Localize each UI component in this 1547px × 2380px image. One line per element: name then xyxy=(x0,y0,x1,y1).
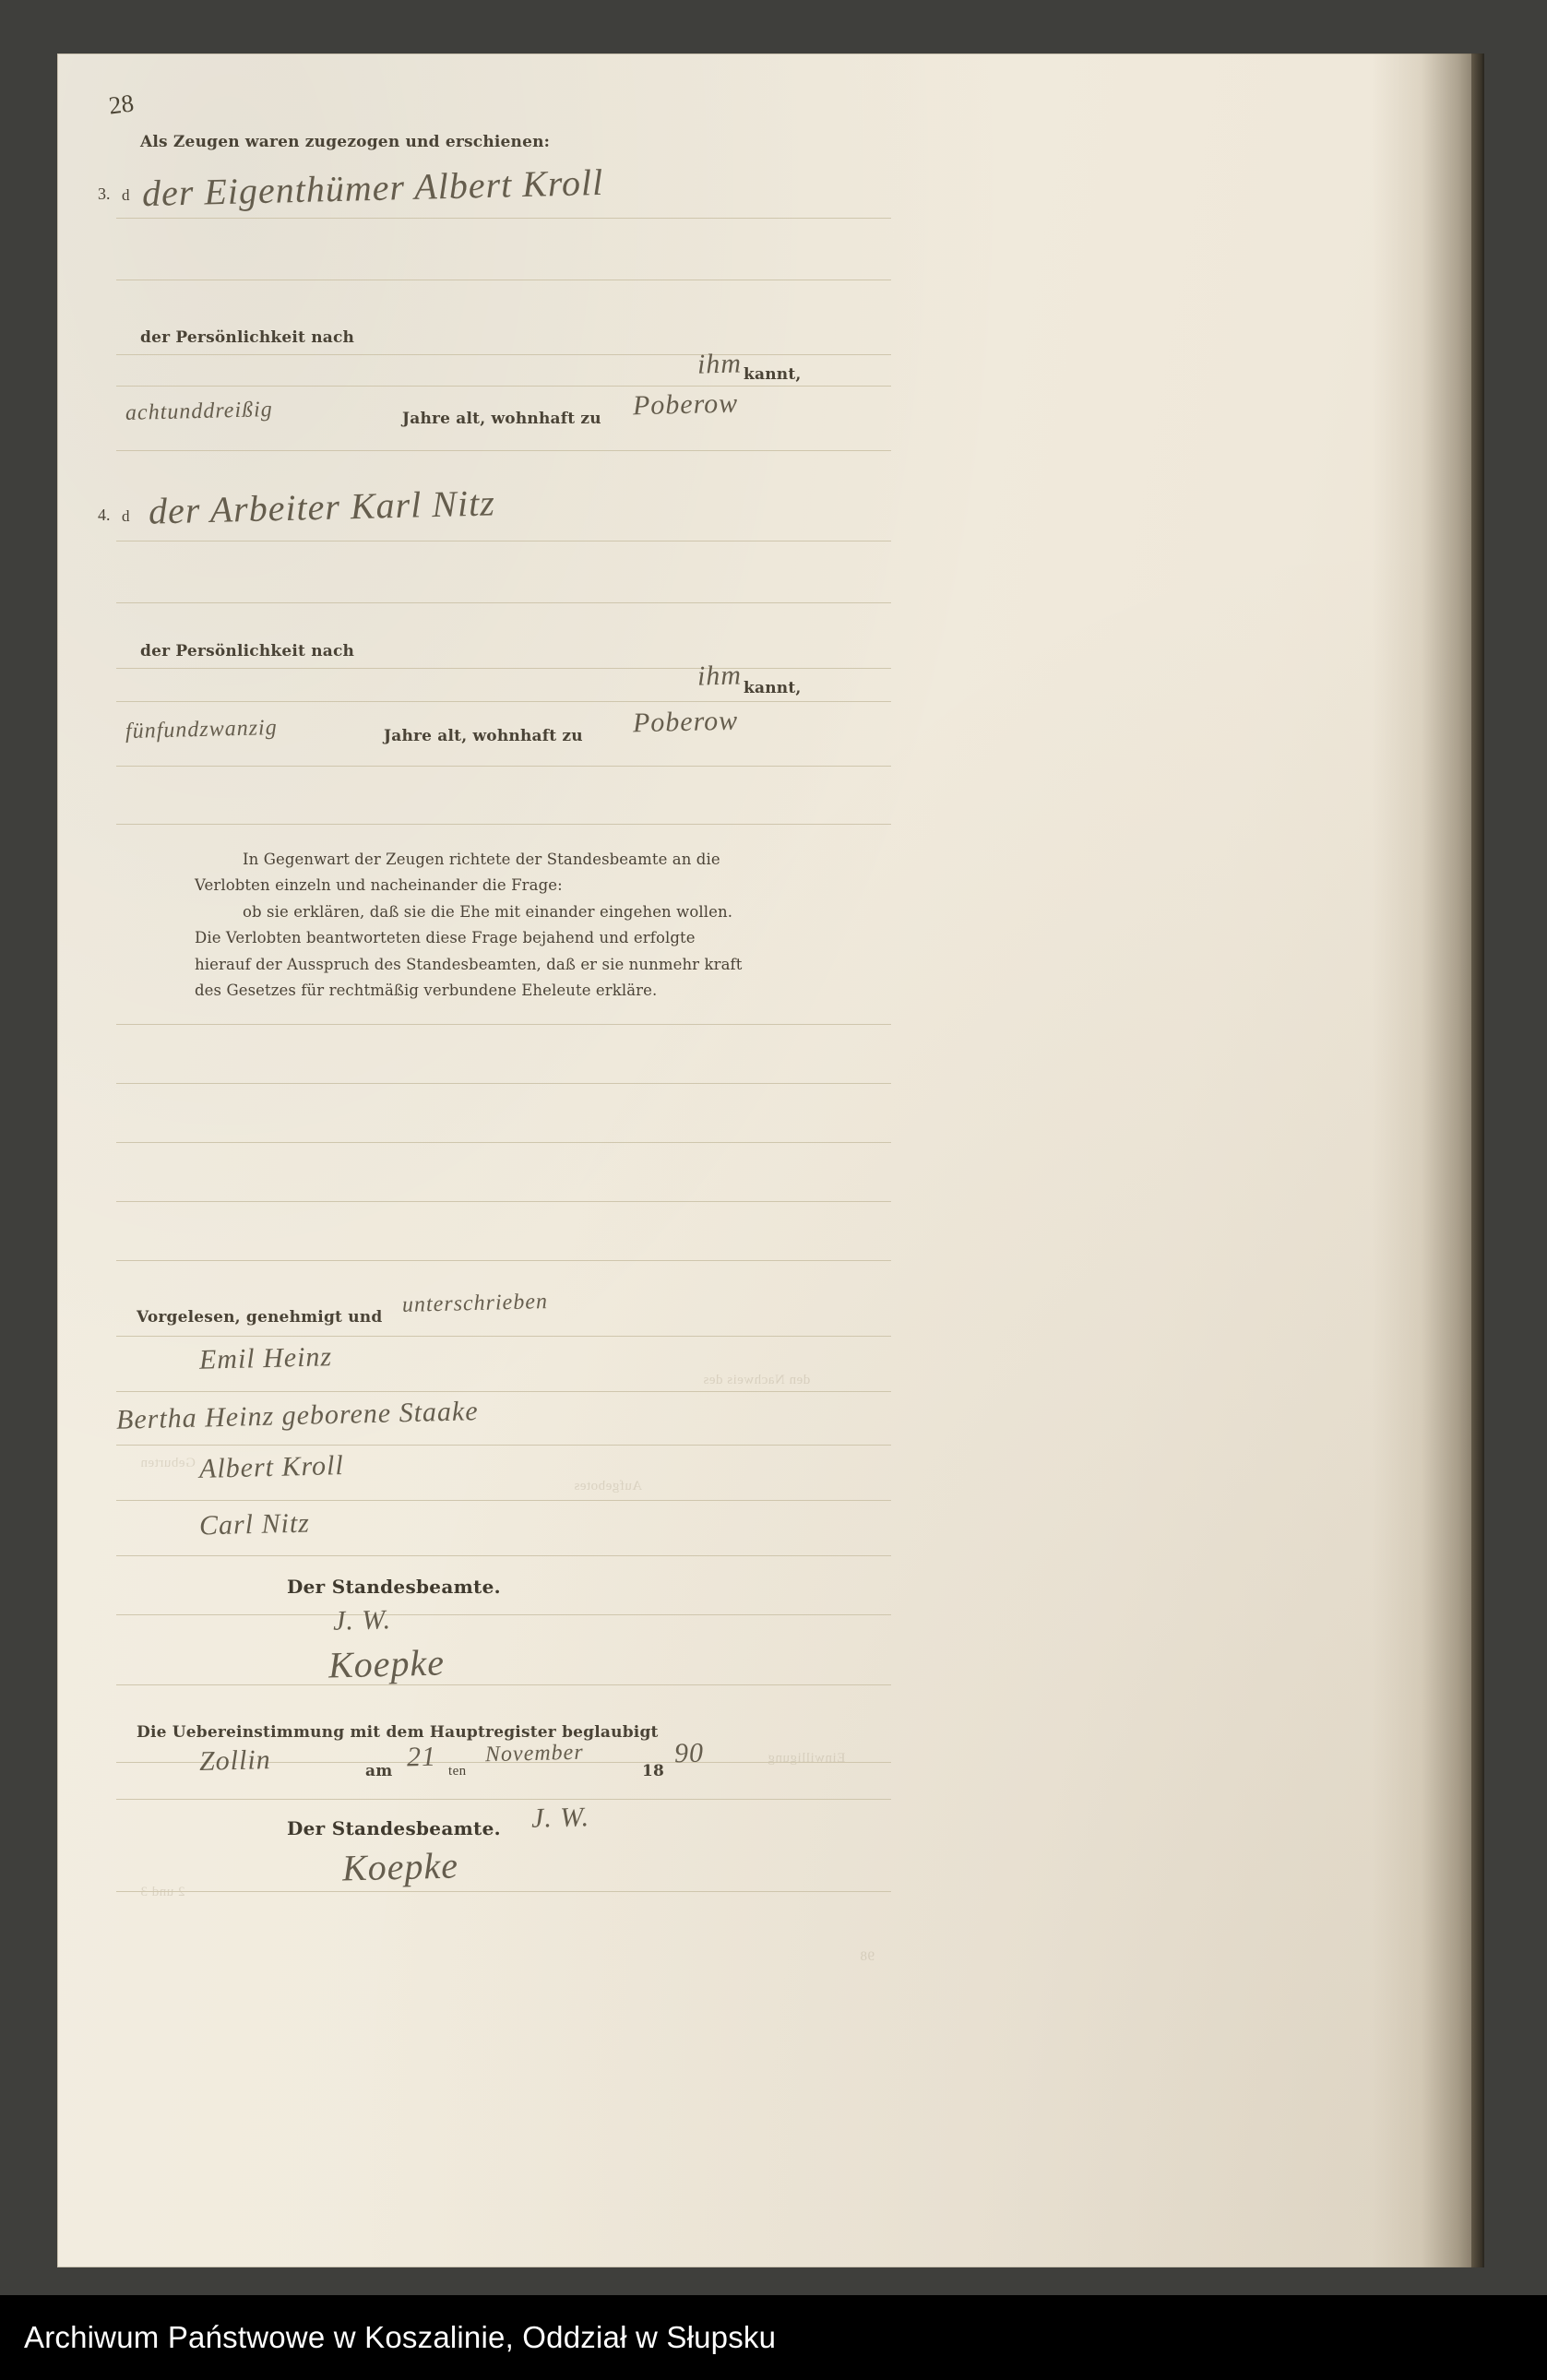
register-form xyxy=(98,81,928,2221)
witness-3-name-handwritten: der Eigenthümer Albert Kroll xyxy=(141,161,604,215)
certification-year-suffix: 90 xyxy=(673,1737,705,1769)
witness-intro-label: Als Zeugen waren zugezogen und erschienen: xyxy=(140,133,551,151)
rule-line xyxy=(116,354,891,355)
closing-label: Vorgelesen, genehmigt und xyxy=(137,1308,383,1327)
rule-line xyxy=(116,1614,891,1615)
witness-4-identity-label: der Persönlichkeit nach xyxy=(140,642,355,660)
rule-line xyxy=(116,1024,891,1025)
rule-line xyxy=(116,1336,891,1337)
rule-line xyxy=(116,602,891,603)
declaration-line: In Gegenwart der Zeugen richtete der Standesbeamte an die xyxy=(243,851,720,868)
witness-3-age-label: Jahre alt, wohnhaft zu xyxy=(402,410,601,428)
scanned-register-page xyxy=(57,54,1482,2267)
rule-line xyxy=(116,668,891,669)
declaration-line: ob sie erklären, daß sie die Ehe mit einander eingehen wollen. xyxy=(243,902,733,921)
registrar-label: Der Standesbeamte. xyxy=(287,1576,501,1598)
bleed-through-text: Einwilligung xyxy=(768,1751,846,1766)
certification-ten-label: ten xyxy=(448,1764,467,1779)
bleed-through-text: 2 und 3 xyxy=(140,1885,185,1899)
witness-4-residence-handwritten: Poberow xyxy=(632,705,739,739)
page-number: 28 xyxy=(107,89,136,120)
certification-am-label: am xyxy=(365,1762,393,1780)
registrar-signature-initials-2: J. W. xyxy=(530,1802,590,1834)
closing-handwritten: unterschrieben xyxy=(401,1290,549,1317)
certification-place: Zollin xyxy=(198,1744,272,1777)
certification-year-prefix: 18 xyxy=(642,1762,665,1780)
signature-1: Emil Heinz xyxy=(198,1341,333,1375)
witness-4-prefix: d xyxy=(122,507,130,525)
witness-3-residence-handwritten: Poberow xyxy=(632,387,739,422)
rule-line xyxy=(116,1260,891,1261)
bleed-through-text: 98 xyxy=(860,1949,875,1964)
witness-4-index: 4. xyxy=(98,506,111,524)
witness-4-name-handwritten: der Arbeiter Karl Nitz xyxy=(148,482,496,532)
rule-line xyxy=(116,1555,891,1556)
registrar-label-2: Der Standesbeamte. xyxy=(287,1817,501,1839)
witness-3-known-handwritten: ihm xyxy=(696,348,743,380)
witness-4-known-label: kannt, xyxy=(744,679,802,697)
signature-3: Albert Kroll xyxy=(198,1450,345,1484)
rule-line xyxy=(116,1891,891,1892)
declaration-paragraph xyxy=(195,847,840,1004)
rule-line xyxy=(116,824,891,825)
archive-caption-bar xyxy=(0,2295,1547,2380)
witness-3-prefix: d xyxy=(122,186,130,204)
bleed-through-text: Aufgebotes xyxy=(574,1479,643,1493)
bleed-through-text: den Nachweis des xyxy=(703,1373,811,1387)
rule-line xyxy=(116,1083,891,1084)
witness-3-known-label: kannt, xyxy=(744,365,802,384)
registrar-signature-name-2: Koepke xyxy=(341,1844,459,1889)
witness-4-age-label: Jahre alt, wohnhaft zu xyxy=(384,727,583,745)
rule-line xyxy=(116,1142,891,1143)
rule-line xyxy=(116,701,891,702)
bleed-through-text: Geburten xyxy=(140,1456,196,1470)
rule-line xyxy=(116,1201,891,1202)
certification-label: Die Uebereinstimmung mit dem Hauptregister beglaubigt xyxy=(137,1723,659,1742)
witness-3-age-handwritten: achtunddreißig xyxy=(125,398,274,425)
witness-4-age-handwritten: fünfundzwanzig xyxy=(125,715,278,744)
rule-line xyxy=(116,1799,891,1800)
declaration-line: des Gesetzes für rechtmäßig verbundene Eheleute erkläre. xyxy=(195,981,658,999)
page-edge xyxy=(1471,54,1484,2267)
declaration-line: Verlobten einzeln und nacheinander die Frage: xyxy=(195,876,563,895)
certification-day: 21 xyxy=(406,1741,437,1773)
rule-line xyxy=(116,386,891,387)
witness-4-known-handwritten: ihm xyxy=(696,660,743,692)
rule-line xyxy=(116,1684,891,1685)
rule-line xyxy=(116,766,891,767)
rule-line xyxy=(116,450,891,451)
rule-line xyxy=(116,1391,891,1392)
page-gutter-shadow xyxy=(1372,54,1482,2267)
rule-line xyxy=(116,218,891,219)
witness-3-identity-label: der Persönlichkeit nach xyxy=(140,328,355,347)
registrar-signature-initials: J. W. xyxy=(332,1604,392,1636)
rule-line xyxy=(116,1445,891,1446)
declaration-line: Die Verlobten beantworteten diese Frage bejahend und erfolgte xyxy=(195,929,696,947)
signature-2: Bertha Heinz geborene Staake xyxy=(115,1396,479,1435)
declaration-line: hierauf der Ausspruch des Standesbeamten, daß er sie nunmehr kraft xyxy=(195,955,743,973)
signature-4: Carl Nitz xyxy=(198,1507,311,1541)
witness-3-index: 3. xyxy=(98,184,111,203)
rule-line xyxy=(116,1500,891,1501)
certification-month: November xyxy=(484,1740,584,1767)
archive-caption-text: Archiwum Państwowe w Koszalinie, Oddział w Słupsku xyxy=(24,2320,777,2354)
registrar-signature-name: Koepke xyxy=(327,1641,446,1686)
